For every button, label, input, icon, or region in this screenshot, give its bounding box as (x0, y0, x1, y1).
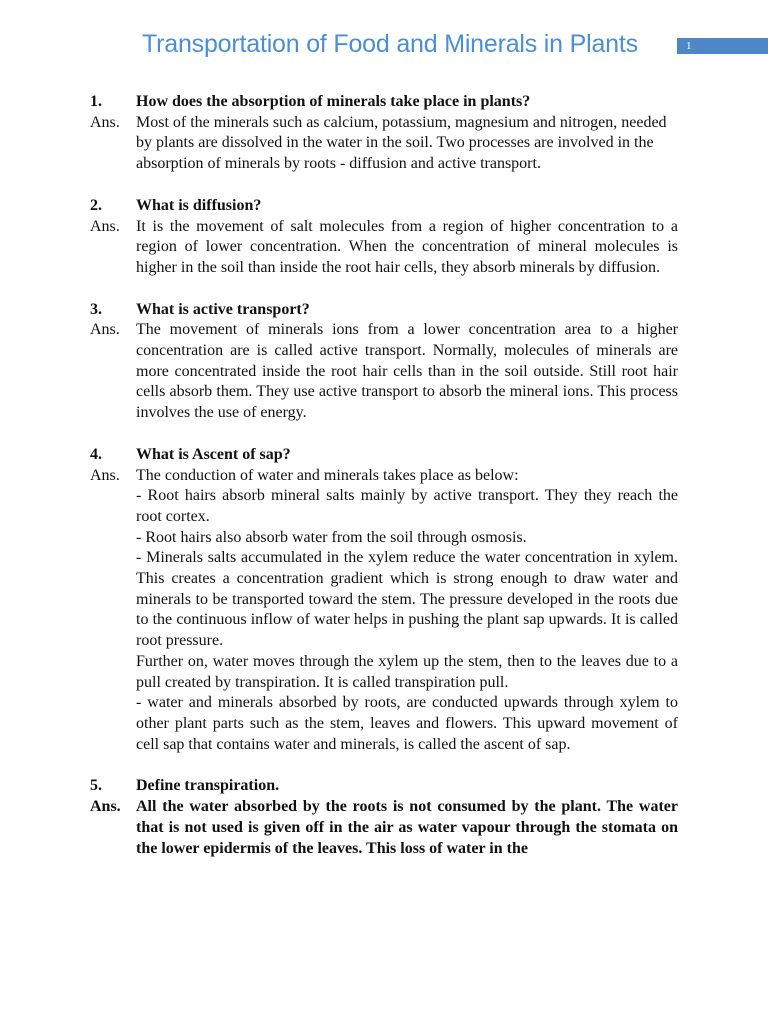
question-text: How does the absorption of minerals take place in plants? (136, 93, 531, 110)
answer-point: Further on, water moves through the xylem up the stem, then to the leaves due to a pull created by transpiration. It is called transpiration pull. (136, 652, 678, 691)
qa-item-2 (0, 196, 768, 279)
answer-text: It is the movement of salt molecules from a region of higher concentration to a region of lower concentration. When the concentration of mineral molecules is higher in the soil than inside the root hair cells, they absorb minerals by diffusion. (136, 217, 678, 276)
page-number-tab (677, 38, 768, 54)
answer-point: - Root hairs also absorb water from the soil through osmosis. (136, 528, 527, 546)
question-number: 4. (90, 445, 102, 463)
qa-item-5 (0, 776, 768, 859)
answer-label: Ans. (90, 217, 120, 235)
qa-item-4 (0, 445, 768, 756)
question-number: 3. (90, 300, 102, 318)
qa-item-1 (0, 92, 768, 175)
qa-item-3 (0, 300, 768, 424)
answer-text: Most of the minerals such as calcium, potassium, magnesium and nitrogen, needed by plants are dissolved in the water in the soil. Two processes are involved in the absorption of minerals by roots - diffusion and active transport. (136, 113, 667, 173)
qa-list (0, 92, 768, 880)
page-number: 1 (686, 40, 692, 52)
answer-label: Ans. (90, 113, 120, 131)
question-number: 1. (90, 93, 102, 110)
answer-body (136, 466, 678, 756)
answer-label: Ans. (90, 798, 121, 816)
answer-point: - Minerals salts accumulated in the xylem reduce the water concentration in xylem. This creates a concentration gradient which is strong enough to draw water and minerals to be transported toward the stem. The pressure developed in the roots due to the continuous inflow of water helps in pushing the plant sap upwards. It is called root pressure. (136, 549, 678, 650)
question-text: What is active transport? (136, 300, 310, 318)
answer-label: Ans. (90, 321, 120, 339)
question-number: 5. (90, 777, 102, 795)
answer-intro: The conduction of water and minerals takes place as below: (136, 466, 519, 484)
answer-text: All the water absorbed by the roots is not consumed by the plant. The water that is not used is given off in the air as water vapour through the stomata on the lower epidermis of the leaves. This loss of water in the (136, 798, 678, 857)
question-text: What is diffusion? (136, 196, 262, 214)
answer-label: Ans. (90, 466, 120, 484)
answer-text: The movement of minerals ions from a lower concentration area to a higher concentration are is called active transport. Normally, molecules of minerals are more concentrated inside the root hair cells than in the soil outside. Still root hair cells absorb them. They use active transport to absorb the mineral ions. This process involves the use of energy. (136, 321, 678, 422)
page-title: Transportation of Food and Minerals in Plants (142, 30, 638, 58)
question-text: What is Ascent of sap? (136, 445, 291, 463)
question-text: Define transpiration. (136, 777, 280, 795)
answer-point: - water and minerals absorbed by roots, are conducted upwards through xylem to other plant parts such as the stem, leaves and flowers. This upward movement of cell sap that contains water and minerals, is called the ascent of sap. (136, 694, 678, 753)
answer-point: - Root hairs absorb mineral salts mainly by active transport. They they reach the root cortex. (136, 487, 678, 525)
question-number: 2. (90, 196, 102, 214)
